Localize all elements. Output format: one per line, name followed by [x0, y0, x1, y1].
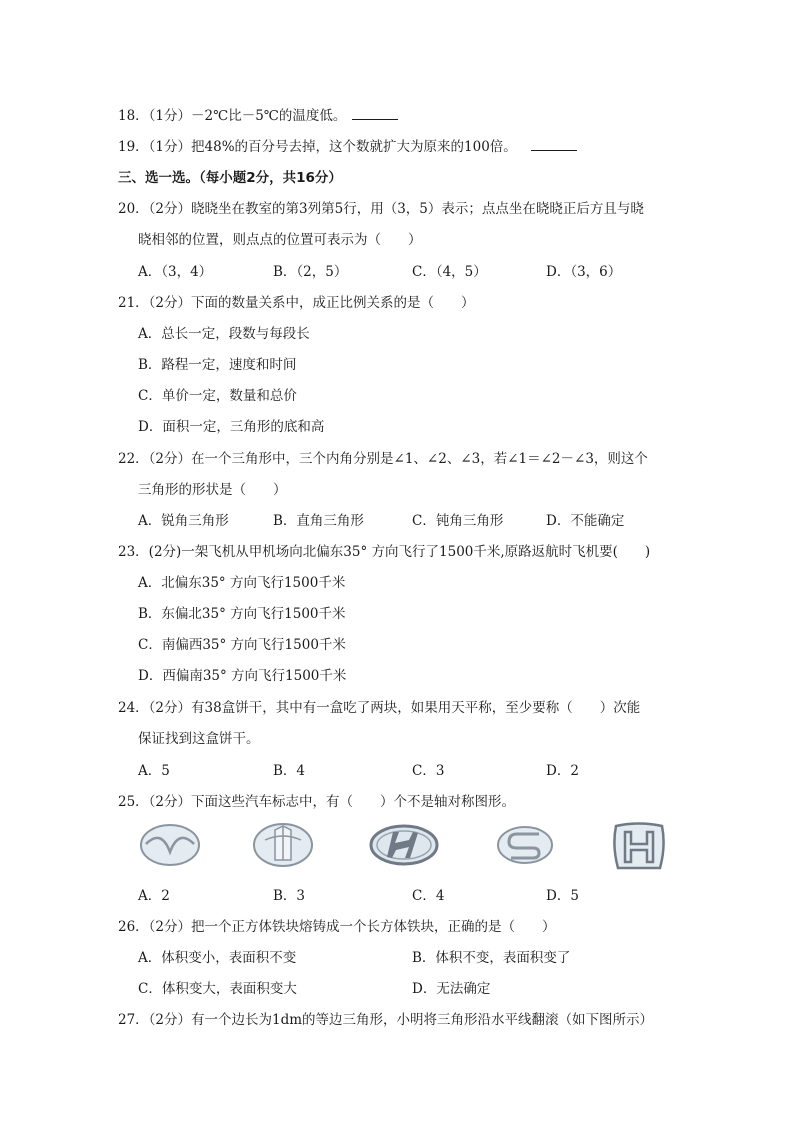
q22-stem-line1: 22．（2分）在一个三角形中，三个内角分别是∠1、∠2、∠3，若∠1＝∠2－∠3，则这个	[118, 451, 648, 467]
q19-answer-blank[interactable]	[531, 149, 577, 151]
q18-answer-blank[interactable]	[352, 118, 398, 120]
q23-stem: 23．(2分)一架飞机从甲机场向北偏东35° 方向飞行了1500千米,原路返航时飞机要( )	[118, 544, 651, 560]
buick-logo-icon	[251, 822, 315, 868]
q26-option-d[interactable]: D．无法确定	[412, 981, 491, 997]
q27-stem: 27．（2分）有一个边长为1dm的等边三角形，小明将三角形沿水平线翻滚（如下图所示）	[118, 1012, 654, 1028]
hyundai-logo-icon	[369, 822, 439, 868]
question-19	[118, 135, 577, 155]
q23-option-a[interactable]: A．北偏东35° 方向飞行1500千米	[138, 575, 346, 591]
q21-option-a[interactable]: A．总长一定，段数与每段长	[138, 326, 310, 342]
q24-option-a[interactable]: A．5	[138, 763, 170, 779]
q20-option-a[interactable]: A．（3，4）	[138, 264, 213, 280]
q24-stem-line2: 保证找到这盒饼干。	[138, 731, 260, 747]
q22-option-a[interactable]: A．锐角三角形	[138, 513, 229, 529]
q25-option-c[interactable]: C．4	[412, 888, 445, 904]
q18-number: 18．（1分）	[118, 108, 192, 124]
q23-option-b[interactable]: B．东偏北35° 方向飞行1500千米	[138, 606, 346, 622]
q20-option-b[interactable]: B．（2，5）	[273, 264, 348, 280]
q22-option-c[interactable]: C．钝角三角形	[412, 513, 504, 529]
q24-option-c[interactable]: C．3	[412, 763, 445, 779]
q21-option-b[interactable]: B．路程一定，速度和时间	[138, 357, 297, 373]
suzuki-logo-icon	[495, 822, 555, 868]
q25-option-b[interactable]: B．3	[273, 888, 306, 904]
q24-option-b[interactable]: B．4	[273, 763, 306, 779]
q22-option-b[interactable]: B．直角三角形	[273, 513, 364, 529]
q23-option-c[interactable]: C．南偏西35° 方向飞行1500千米	[138, 637, 346, 653]
q26-option-b[interactable]: B．体积不变，表面积变了	[412, 950, 571, 966]
q25-option-a[interactable]: A．2	[138, 888, 170, 904]
q25-stem: 25．（2分）下面这些汽车标志中，有（ ）个不是轴对称图形。	[118, 794, 516, 810]
q23-option-d[interactable]: D．西偏南35° 方向飞行1500千米	[138, 668, 347, 684]
q20-option-c[interactable]: C．（4，5）	[412, 264, 487, 280]
q21-option-d[interactable]: D．面积一定，三角形的底和高	[138, 419, 325, 435]
q22-option-d[interactable]: D．不能确定	[546, 513, 625, 529]
q25-option-d[interactable]: D．5	[546, 888, 579, 904]
q22-stem-line2: 三角形的形状是（ ）	[138, 482, 287, 498]
q26-option-c[interactable]: C．体积变大，表面积变大	[138, 981, 297, 997]
q19-text: 把48%的百分号去掉，这个数就扩大为原来的100倍。	[191, 139, 517, 155]
mazda-logo-icon	[138, 822, 202, 868]
q20-option-d[interactable]: D．（3，6）	[546, 264, 622, 280]
q21-stem: 21．（2分）下面的数量关系中，成正比例关系的是（ ）	[118, 295, 475, 311]
q19-number: 19．（1分）	[118, 139, 192, 155]
q26-stem: 26．（2分）把一个正方体铁块熔铸成一个长方体铁块，正确的是（ ）	[118, 919, 556, 935]
q21-option-c[interactable]: C．单价一定，数量和总价	[138, 388, 297, 404]
honda-logo-icon	[610, 822, 668, 868]
q20-stem-line2: 晓相邻的位置，则点点的位置可表示为（ ）	[138, 232, 422, 248]
q24-option-d[interactable]: D．2	[546, 763, 579, 779]
q20-stem-line1: 20．（2分）晓晓坐在教室的第3列第5行，用（3，5）表示；点点坐在晓晓正后方且与晓	[118, 201, 644, 217]
section-heading: 三、选一选。（每小题2分，共16分）	[118, 170, 342, 186]
q26-option-a[interactable]: A．体积变小，表面积不变	[138, 950, 297, 966]
q18-text: －2℃比－5℃的温度低。	[191, 108, 347, 124]
question-18	[118, 104, 398, 124]
q24-stem-line1: 24．（2分）有38盒饼干，其中有一盒吃了两块，如果用天平称，至少要称（ ）次能	[118, 700, 641, 716]
